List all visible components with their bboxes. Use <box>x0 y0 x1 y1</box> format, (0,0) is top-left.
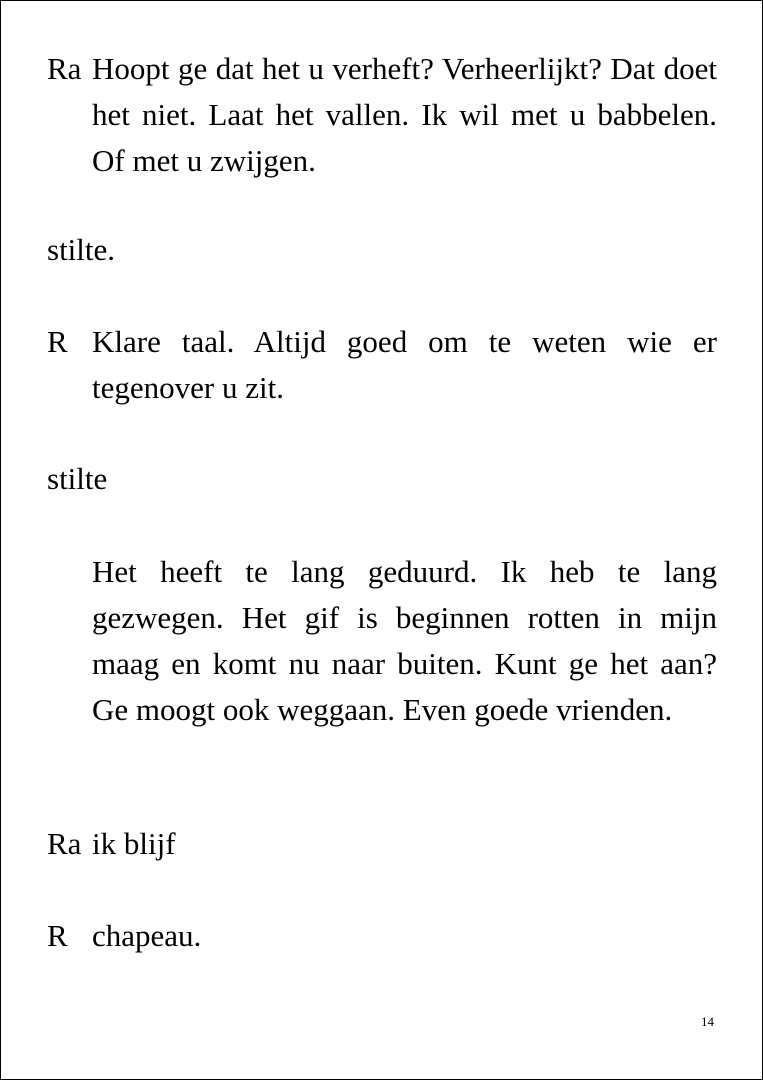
speaker-name: R <box>47 918 68 953</box>
dialogue-line <box>47 319 717 411</box>
speaker-name: R <box>47 324 68 359</box>
stage-direction: stilte. <box>47 232 116 267</box>
dialogue-line <box>47 913 717 959</box>
dialogue-text: Het heeft te lang geduurd. Ik heb te lang gezwegen. Het gif is beginnen rotten in mijn maag en komt nu naar buiten. Kunt ge het aan? Ge moogt ook weggaan. Even goede vrienden. <box>92 554 717 727</box>
dialogue-text: Klare taal. Altijd goed om te weten wie er tegenover u zit. <box>92 324 717 405</box>
page-number: 14 <box>701 1014 714 1029</box>
dialogue-line <box>47 46 717 184</box>
stage-direction: stilte <box>47 461 108 496</box>
dialogue-text: ik blijf <box>92 826 176 861</box>
dialogue-line <box>47 821 717 867</box>
dialogue-text: chapeau. <box>92 918 202 953</box>
speaker-name: Ra <box>47 51 82 86</box>
dialogue-line <box>47 549 717 733</box>
dialogue-text: Hoopt ge dat het u verheft? Verheerlijkt? Dat doet het niet. Laat het vallen. Ik wil met u babbelen. Of met u zwijgen. <box>92 51 717 178</box>
speaker-name: Ra <box>47 826 82 861</box>
